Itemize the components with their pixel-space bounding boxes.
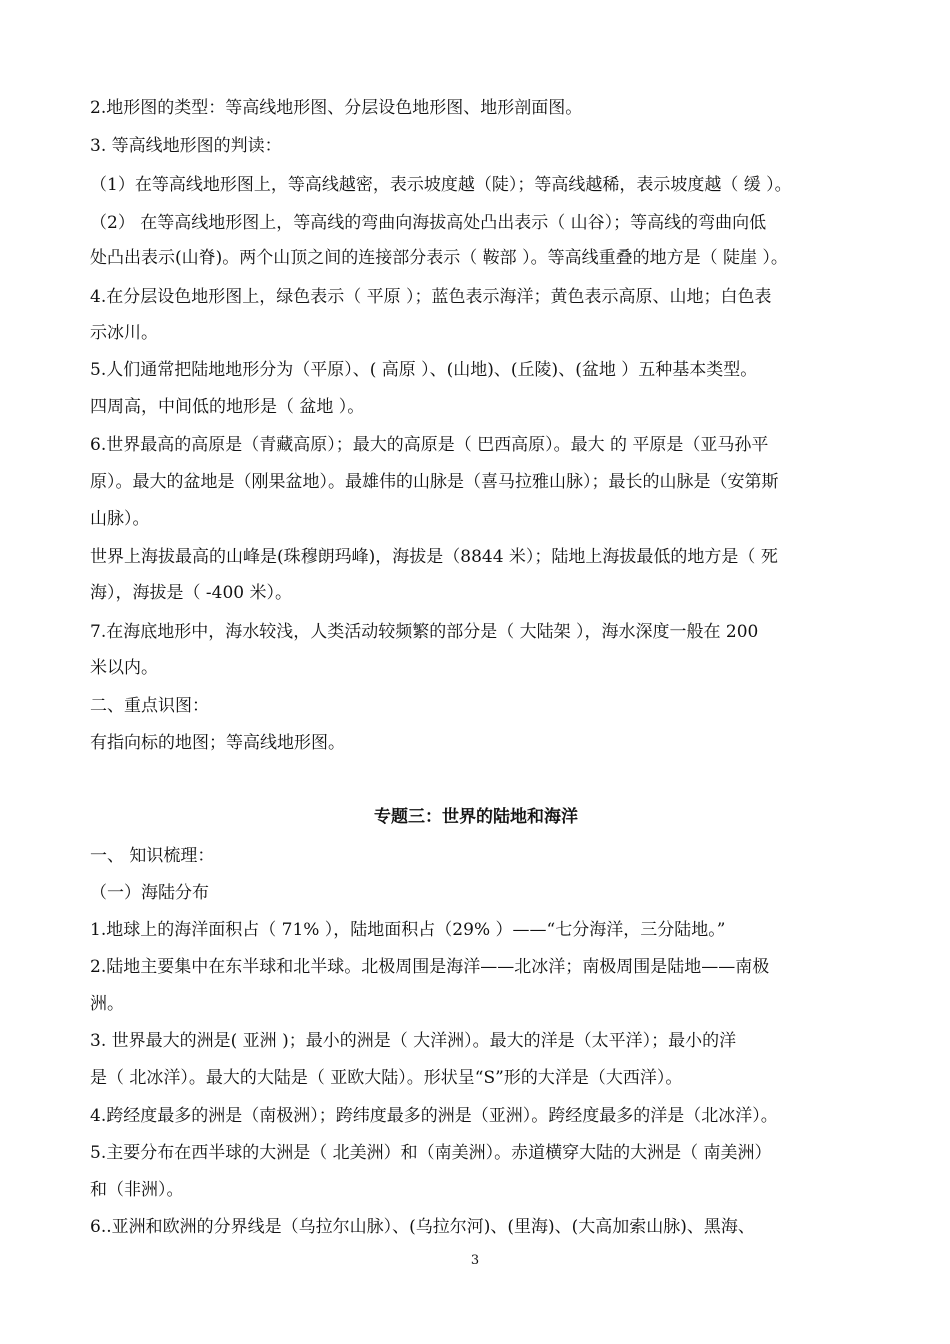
- text-line: 6.世界最高的高原是（青藏高原）；最大的高原是（ 巴西高原）。最大 的 平原是（亚马孙平: [90, 435, 769, 455]
- text-line: （1）在等高线地形图上，等高线越密，表示坡度越（陡）；等高线越稀，表示坡度越（ 缓 ）。: [90, 175, 792, 195]
- text-line: 米以内。: [90, 658, 158, 678]
- text-line: 5.主要分布在西半球的大洲是（ 北美洲）和（南美洲）。赤道横穿大陆的大洲是（ 南美洲）: [90, 1143, 772, 1163]
- text-line: 四周高，中间低的地形是（ 盆地 ）。: [90, 397, 365, 417]
- text-line: 3. 世界最大的洲是( 亚洲 )；最小的洲是（ 大洋洲）。最大的洋是（太平洋）；最小的洋: [90, 1031, 737, 1051]
- text-line: 2.地形图的类型：等高线地形图、分层设色地形图、地形剖面图。: [90, 98, 583, 118]
- text-line: 3. 等高线地形图的判读：: [90, 136, 282, 156]
- text-line: 一、 知识梳理：: [90, 846, 215, 866]
- text-line: 原）。最大的盆地是（刚果盆地）。最雄伟的山脉是（喜马拉雅山脉）；最长的山脉是（安第斯: [90, 472, 779, 492]
- page-number: 3: [470, 1253, 480, 1268]
- section-title: 专题三：世界的陆地和海洋: [374, 807, 578, 827]
- text-line: 山脉）。: [90, 509, 150, 529]
- text-line: 示冰川。: [90, 323, 158, 343]
- text-line: 和（非洲）。: [90, 1180, 184, 1200]
- text-line: 是（ 北冰洋）。最大的大陆是（ 亚欧大陆）。形状呈“S”形的大洋是（大西洋）。: [90, 1068, 683, 1088]
- text-line: 有指向标的地图；等高线地形图。: [90, 733, 345, 753]
- text-line: 6..亚洲和欧洲的分界线是（乌拉尔山脉）、(乌拉尔河)、(里海)、(大高加索山脉)、黑海、: [90, 1217, 755, 1237]
- text-line: 海），海拔是（ -400 米）。: [90, 583, 292, 603]
- text-line: 4.跨经度最多的洲是（南极洲）；跨纬度最多的洲是（亚洲）。跨经度最多的洋是（北冰洋）。: [90, 1106, 778, 1126]
- text-line: 7.在海底地形中，海水较浅，人类活动较频繁的部分是（ 大陆架 ），海水深度一般在 200: [90, 622, 759, 642]
- text-line: （2） 在等高线地形图上，等高线的弯曲向海拔高处凸出表示（ 山谷）；等高线的弯曲向低: [90, 213, 767, 233]
- text-line: 世界上海拔最高的山峰是(珠穆朗玛峰)，海拔是（8844 米）；陆地上海拔最低的地方是（ 死: [90, 547, 778, 567]
- text-line: 5.人们通常把陆地地形分为（平原）、( 高原 ）、(山地)、(丘陵)、(盆地 ）五种基本类型。: [90, 360, 758, 380]
- text-line: 二、重点识图：: [90, 696, 209, 716]
- text-line: （一）海陆分布: [90, 883, 209, 903]
- text-line: 处凸出表示(山脊)。两个山顶之间的连接部分表示（ 鞍部 ）。等高线重叠的地方是（ 陡崖 ）。: [90, 248, 788, 268]
- text-line: 2.陆地主要集中在东半球和北半球。北极周围是海洋——北冰洋；南极周围是陆地——南极: [90, 957, 770, 977]
- text-line: 洲。: [90, 994, 124, 1014]
- text-line: 4.在分层设色地形图上，绿色表示（ 平原 ）；蓝色表示海洋；黄色表示高原、山地；白色表: [90, 287, 772, 307]
- text-line: 1.地球上的海洋面积占（ 71% ），陆地面积占（29% ）——“七分海洋，三分陆地。”: [90, 920, 726, 940]
